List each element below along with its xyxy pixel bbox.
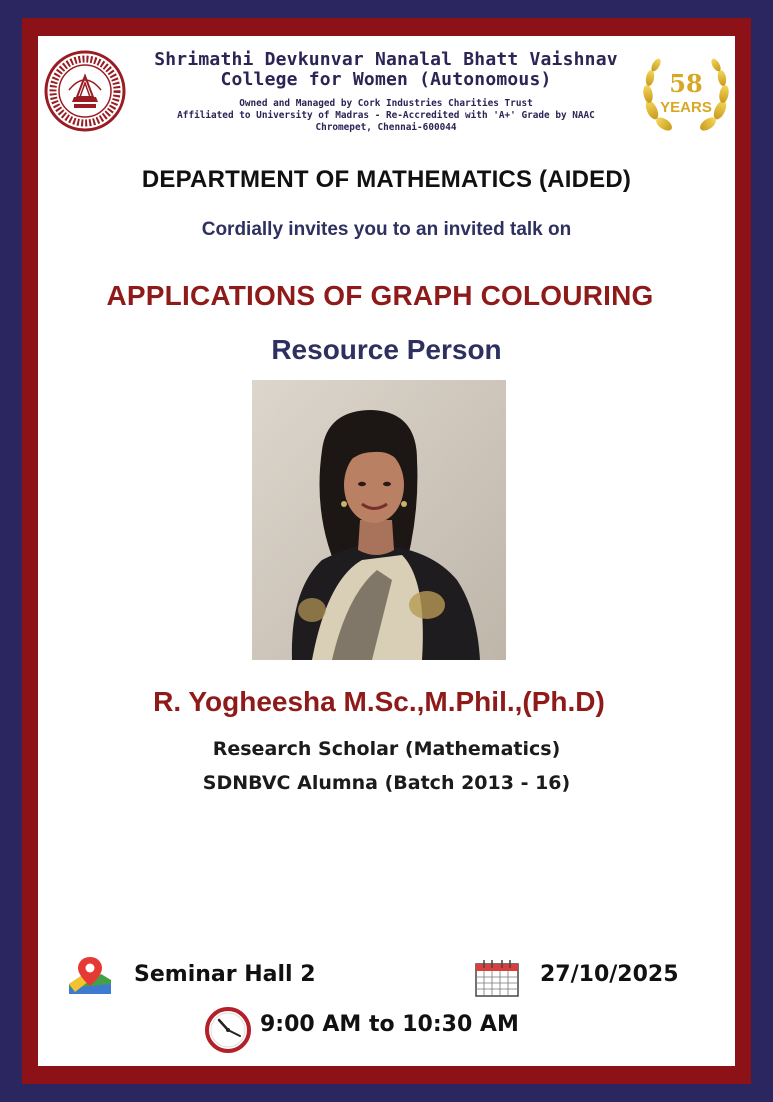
college-name-line1: Shrimathi Devkunvar Nanalal Bhatt Vaishnav xyxy=(154,49,618,70)
college-affiliation: Affiliated to University of Madras - Re-Accredited with 'A+' Grade by NAAC xyxy=(177,110,595,121)
college-logo xyxy=(44,50,126,132)
college-name-line2: College for Women (Autonomous) xyxy=(220,69,552,90)
department-title: DEPARTMENT OF MATHEMATICS (AIDED) xyxy=(141,166,632,193)
speaker-name: R. Yogheesha M.Sc.,M.Phil.,(Ph.D) xyxy=(153,686,605,717)
talk-title: APPLICATIONS OF GRAPH COLOURING xyxy=(106,280,654,311)
calendar-icon xyxy=(472,958,522,998)
college-details xyxy=(128,98,644,134)
college-address: Chromepet, Chennai-600044 xyxy=(315,122,457,133)
poster xyxy=(38,36,735,1066)
anniversary-number: 58 xyxy=(669,69,703,98)
anniversary-laurel-icon xyxy=(638,50,734,140)
invite-line: Cordially invites you to an invited talk on xyxy=(201,219,572,240)
speaker-alumna-batch: SDNBVC Alumna (Batch 2013 - 16) xyxy=(202,772,571,794)
college-name xyxy=(126,50,646,90)
clock-icon xyxy=(204,1006,252,1054)
time-text: 9:00 AM to 10:30 AM xyxy=(260,1012,519,1037)
speaker-photo xyxy=(252,380,506,660)
date-text: 27/10/2025 xyxy=(540,962,679,987)
resource-person-heading: Resource Person xyxy=(271,334,502,365)
speaker-designation: Research Scholar (Mathematics) xyxy=(212,738,561,760)
map-pin-icon xyxy=(67,954,113,996)
venue-text: Seminar Hall 2 xyxy=(134,962,316,987)
college-trust: Owned and Managed by Cork Industries Charities Trust xyxy=(239,98,533,109)
anniversary-word: YEARS xyxy=(660,99,712,116)
